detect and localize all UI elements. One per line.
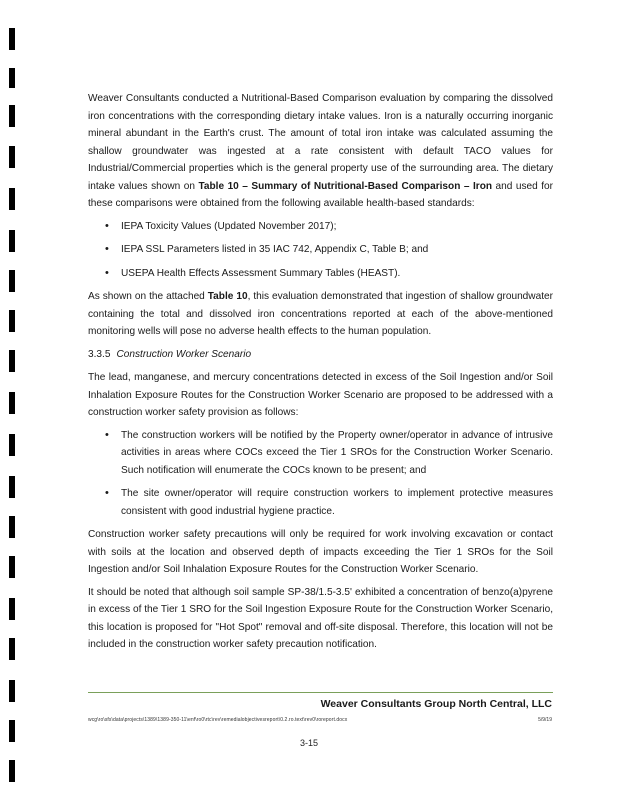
paragraph-text: Weaver Consultants conducted a Nutritional-Based Comparison evaluation by comparing the dissolved iron concentrations with the corresponding dietary intake values. Iron is a naturally occurring inorganic mineral abundant in the Earth's crust. The amount of total iron intake was calculated assuming the shallow groundwater was ingested at a rate consistent with default TACO values for Industrial/Commercial properties which is the general property use of the surrounding area. The dietary intake values shown on — [88, 93, 553, 192]
page-body — [88, 90, 553, 659]
paragraph-evaluation-result — [88, 288, 553, 341]
binder-mark — [9, 68, 15, 88]
binder-mark — [9, 28, 15, 50]
standards-list — [88, 218, 553, 283]
provision-list — [88, 427, 553, 521]
binder-mark — [9, 638, 15, 660]
section-heading — [88, 346, 553, 364]
binder-mark — [9, 476, 15, 498]
section-title: Construction Worker Scenario — [116, 348, 252, 360]
binder-mark — [9, 350, 15, 372]
binder-mark — [9, 270, 15, 292]
footer-rule — [88, 692, 553, 693]
paragraph-text: and used for these comparisons were obtained from the following available health-based standards: — [88, 180, 554, 209]
list-item: • IEPA Toxicity Values (Updated November 2017); — [88, 218, 553, 236]
binder-mark — [9, 516, 15, 538]
paragraph-text: As shown on the attached — [88, 291, 208, 302]
list-item: • IEPA SSL Parameters listed in 35 IAC 742, Appendix C, Table B; and — [88, 241, 553, 259]
binder-mark — [9, 434, 15, 456]
binder-mark — [9, 146, 15, 168]
paragraph-hot-spot-note: It should be noted that although soil sample SP-38/1.5-3.5' exhibited a concentration of benzo(a)pyrene in excess of the Tier 1 SRO for the Soil Ingestion Exposure Route for the Construction Worker Scenario, this location is proposed for "Hot Spot" removal and off-site disposal. Therefore, this location will not be included in the construction worker safety precaution notification. — [88, 586, 553, 650]
binder-mark — [9, 230, 15, 252]
binder-mark — [9, 310, 15, 332]
binder-mark — [9, 105, 15, 127]
list-item: • USEPA Health Effects Assessment Summary Tables (HEAST). — [88, 265, 553, 283]
list-item: • The site owner/operator will require construction workers to implement protective measures consistent with good industrial hygiene practice. — [88, 485, 553, 520]
binder-mark — [9, 392, 15, 414]
paragraph-safety-precautions: Construction worker safety precautions will only be required for work involving excavation or contact with soils at the location and observed depth of impacts exceeding the Tier 1 SROs for the Soil Ingestion and/or Soil Inhalation Exposure Routes for the Construction Worker Scenario. — [88, 529, 553, 575]
paragraph-text: , this evaluation demonstrated that ingestion of shallow groundwater containing the total and dissolved iron concentrations reported at each of the above-mentioned monitoring wells will pose no adverse health effects to the human population. — [88, 291, 553, 337]
list-item: • The construction workers will be notified by the Property owner/operator in advance of intrusive activities in areas where COCs exceed the Tier 1 SROs for the Construction Worker Scenario. Such notification will enumerate the COCs known to be present; and — [88, 427, 553, 480]
footer-date: 5/9/19 — [538, 717, 552, 723]
binder-mark — [9, 556, 15, 578]
paragraph-nutritional-comparison — [88, 90, 553, 213]
binder-mark — [9, 598, 15, 620]
section-number: 3.3.5 — [88, 348, 111, 360]
footer-file-path: wcg\ro\sfs\data\projects\1389\1389-350-11\enf\ro0\rtc\rev\remedialobjectivesreport\0.2.ro.text\rev0\roreport.docx — [88, 717, 348, 723]
binder-mark — [9, 680, 15, 702]
binder-mark — [9, 188, 15, 210]
footer-company: Weaver Consultants Group North Central, LLC — [320, 698, 552, 710]
paragraph-construction-worker: The lead, manganese, and mercury concentrations detected in excess of the Soil Ingestion and/or Soil Inhalation Exposure Routes for the Construction Worker Scenario are proposed to be addressed with a construction worker safety provision as follows: — [88, 372, 553, 418]
table-reference: Table 10 — [207, 291, 248, 302]
table-reference: Table 10 – Summary of Nutritional-Based Comparison – Iron — [198, 180, 493, 192]
page-number: 3-15 — [299, 738, 318, 748]
binder-mark — [9, 760, 15, 782]
